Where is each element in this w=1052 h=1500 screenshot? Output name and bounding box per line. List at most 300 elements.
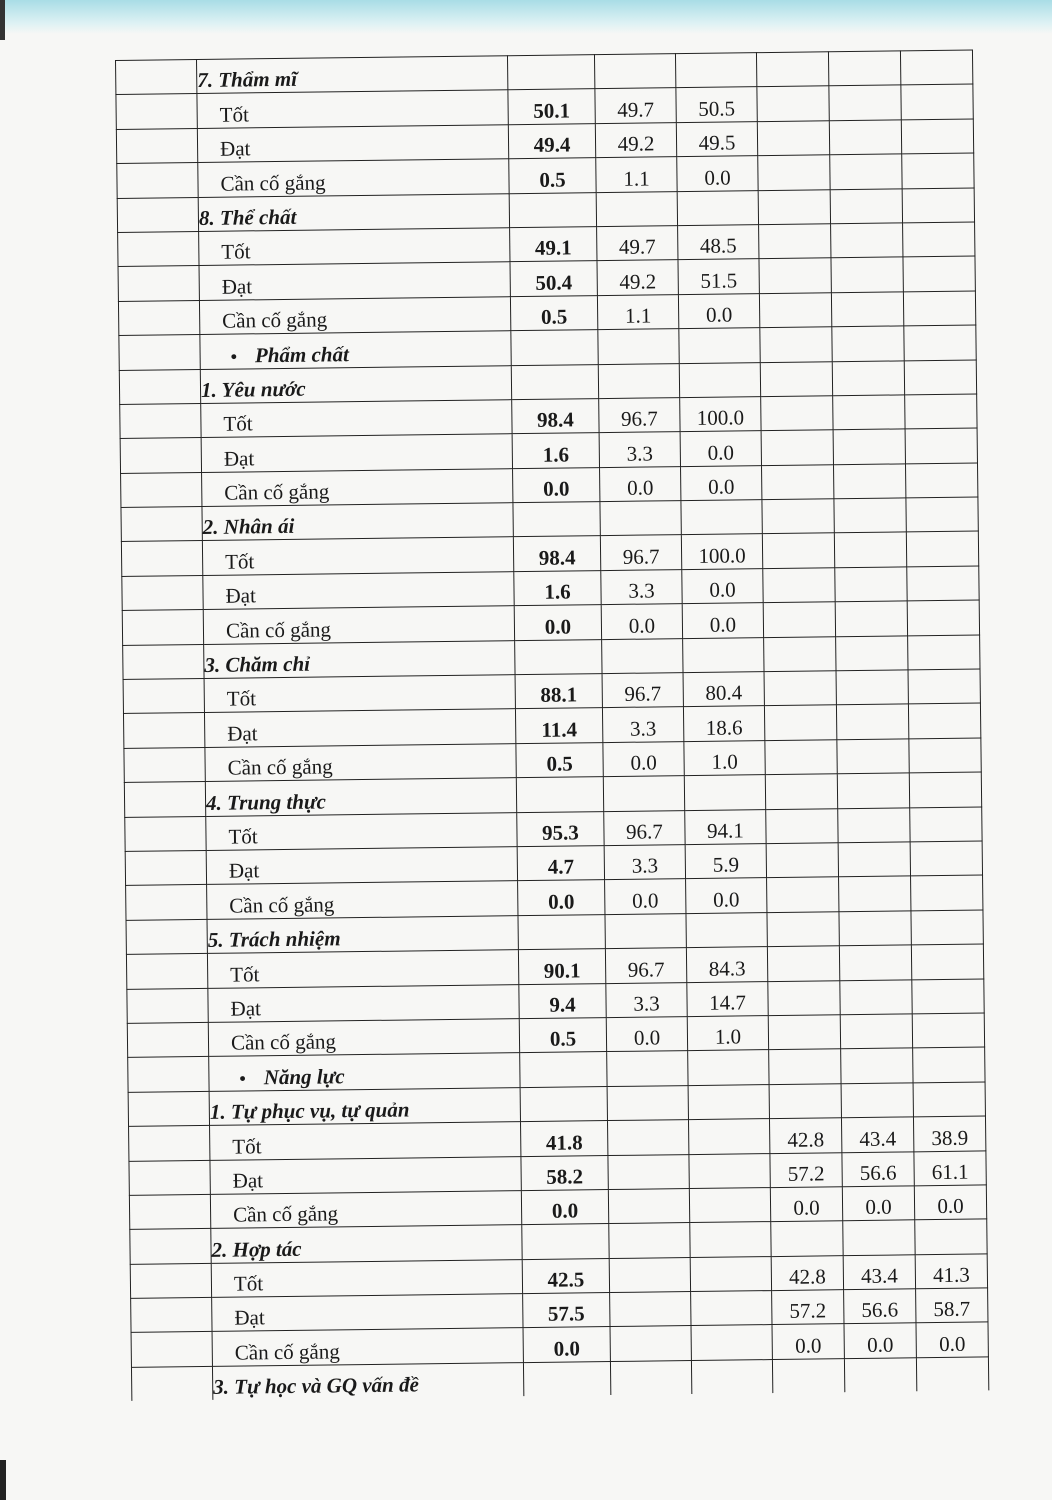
group-heading: • Năng lực [209,1064,344,1090]
row-label-cell [201,434,512,472]
value-cell [901,119,973,154]
row-label-cell [205,743,516,781]
section-title: 7. Thẩm mĩ [197,67,298,93]
margin-cell [117,163,198,198]
margin-cell [131,1297,212,1332]
value-cell [683,637,764,672]
row-label-cell [207,915,518,953]
row-label: Tốt [226,686,257,712]
value-cell: 49.2 [595,122,676,157]
value-cell [911,910,983,945]
value-cell [600,501,681,536]
margin-cell [124,782,205,817]
row-label-cell [205,778,516,816]
row-label-cell [202,468,513,506]
value-cell [594,54,675,89]
value-cell [908,703,980,738]
row-label-cell [202,503,513,541]
value-cell: 3.3 [606,982,687,1017]
margin-cell [121,472,202,507]
value-cell [916,1357,988,1392]
value-cell [610,1326,691,1361]
value-cell [762,533,834,568]
value-cell: 98.4 [512,399,599,434]
value-cell [610,1292,691,1327]
value-cell: 1.6 [514,570,601,605]
value-cell [689,1153,770,1188]
value-cell: 0.0 [686,878,767,913]
value-cell [907,600,979,635]
value-cell: 49.4 [508,123,595,158]
margin-cell [117,197,198,232]
value-cell [609,1257,690,1292]
value-cell [602,638,683,673]
value-cell [771,1221,843,1256]
row-label: Tốt [224,549,255,574]
value-cell [596,191,677,226]
value-cell: 0.5 [516,742,603,777]
row-label: Cần cố gắng [222,307,328,333]
value-cell: 0.0 [680,431,761,466]
section-title: 8. Thể chất [198,204,297,230]
value-cell: 49.7 [595,88,676,123]
value-cell [758,189,830,224]
margin-cell [125,816,206,851]
section-title: 1. Yêu nước [200,376,306,402]
section-title: 3. Tự học và GQ vấn đề [213,1372,419,1400]
value-cell [761,430,833,465]
value-cell: 14.7 [687,981,768,1016]
value-cell: 0.0 [600,466,681,501]
value-cell [843,1220,915,1255]
row-label-cell [206,812,517,850]
value-cell [834,532,906,567]
value-cell [767,946,839,981]
value-cell: 0.0 [605,879,686,914]
value-cell [838,842,910,877]
value-cell: 0.0 [844,1323,916,1358]
value-cell [690,1222,771,1257]
value-cell [915,1219,987,1254]
value-cell [758,155,830,190]
value-cell [677,190,758,225]
value-cell [912,1013,984,1048]
results-table [115,50,989,1402]
value-cell [911,944,983,979]
value-cell: 48.5 [678,225,759,260]
row-label-cell [200,331,511,369]
value-cell [831,292,903,327]
value-cell: 96.7 [600,535,681,570]
margin-cell [120,403,201,438]
margin-cell [131,1366,212,1401]
row-label: Cần cố gắng [229,892,335,918]
row-label: Cần cố gắng [234,1339,340,1365]
value-cell [906,531,978,566]
margin-cell [116,60,197,95]
value-cell: 3.3 [604,845,685,880]
section-title: 5. Trách nhiệm [207,926,341,953]
value-cell: 0.0 [523,1327,610,1362]
row-label: Tốt [228,824,258,849]
margin-cell [126,954,207,989]
row-label-cell [210,1156,521,1194]
value-cell [764,636,836,671]
section-title: 1. Tự phục vụ, tự quản [209,1097,410,1125]
row-label-cell [211,1259,522,1297]
margin-cell [124,747,205,782]
value-cell: 0.0 [772,1324,844,1359]
value-cell: 0.5 [510,295,597,330]
value-cell: 98.4 [513,536,600,571]
scan-edge-mark [0,0,5,40]
value-cell [837,739,909,774]
value-cell [910,807,982,842]
value-cell: 0.0 [682,568,763,603]
value-cell [511,330,598,365]
value-cell: 96.7 [602,673,683,708]
value-cell [518,914,605,949]
value-cell [684,775,765,810]
value-cell [911,875,983,910]
margin-cell [122,610,203,645]
value-cell: 51.5 [678,259,759,294]
value-cell [913,1082,985,1117]
value-cell: 0.0 [601,604,682,639]
value-cell [509,192,596,227]
value-cell [757,121,829,156]
value-cell: 41.8 [521,1121,608,1156]
value-cell: 88.1 [515,674,602,709]
row-label: Đạt [219,136,251,161]
value-cell [767,911,839,946]
value-cell [675,53,756,88]
row-label: Tốt [233,1271,264,1296]
value-cell [507,55,594,90]
value-cell [768,1015,840,1050]
value-cell [761,396,833,431]
value-cell [839,945,911,980]
row-label: Tốt [221,239,251,265]
value-cell [833,395,905,430]
value-cell: 56.6 [844,1289,916,1324]
value-cell: 49.7 [597,226,678,261]
value-cell [691,1359,772,1394]
value-cell [605,913,686,948]
value-cell: 42.8 [769,1118,841,1153]
value-cell [910,841,982,876]
row-label-cell [207,881,518,919]
value-cell [844,1358,916,1393]
row-label-cell [199,228,510,266]
value-cell [833,464,905,499]
value-cell [681,500,762,535]
margin-cell [116,94,197,129]
value-cell [840,1014,912,1049]
row-label-cell [208,1019,519,1057]
value-cell [765,774,837,809]
value-cell [757,86,829,121]
value-cell [909,772,981,807]
margin-cell [123,644,204,679]
value-cell [679,362,760,397]
value-cell [841,1048,913,1083]
row-label-cell [203,572,514,610]
value-cell: 43.4 [843,1254,915,1289]
margin-cell [118,266,199,301]
value-cell: 0.0 [521,1189,608,1224]
value-cell [908,669,980,704]
value-cell [767,877,839,912]
value-cell: 56.6 [842,1151,914,1186]
value-cell [900,50,972,85]
value-cell [513,502,600,537]
value-cell: 0.0 [518,880,605,915]
value-cell [908,635,980,670]
value-cell: 1.0 [687,1016,768,1051]
value-cell [764,705,836,740]
value-cell [759,258,831,293]
value-cell [834,498,906,533]
value-cell: 1.0 [684,740,765,775]
value-cell [905,463,977,498]
value-cell [688,1084,769,1119]
value-cell [906,497,978,532]
value-cell [837,773,909,808]
row-label: Cần cố gắng [220,170,326,196]
margin-cell [130,1229,211,1264]
margin-cell [128,1091,209,1126]
margin-cell [122,575,203,610]
row-label-cell [201,400,512,438]
value-cell [830,188,902,223]
value-cell [832,360,904,395]
value-cell [836,670,908,705]
value-cell: 0.0 [770,1187,842,1222]
value-cell: 57.2 [770,1152,842,1187]
value-cell [760,361,832,396]
row-label-cell [198,193,509,231]
margin-cell [127,988,208,1023]
value-cell: 18.6 [683,706,764,741]
margin-cell [129,1160,210,1195]
row-label-cell [209,1053,520,1091]
value-cell: 4.7 [517,846,604,881]
value-cell: 0.5 [519,1018,606,1053]
value-cell [836,704,908,739]
margin-cell [119,335,200,370]
value-cell [689,1187,770,1222]
margin-cell [125,850,206,885]
value-cell: 43.4 [841,1117,913,1152]
value-cell: 100.0 [681,534,762,569]
value-cell [759,292,831,327]
value-cell [766,808,838,843]
row-label-cell [212,1328,523,1366]
row-label: Đạt [232,1168,264,1193]
value-cell: 0.0 [677,156,758,191]
margin-cell [130,1263,211,1298]
row-label-cell [199,262,510,300]
row-label-cell [210,1191,521,1229]
margin-cell [120,438,201,473]
row-label-cell [202,537,513,575]
value-cell: 61.1 [914,1150,986,1185]
value-cell: 42.8 [771,1255,843,1290]
value-cell: 0.0 [606,1017,687,1052]
value-cell [610,1360,691,1395]
value-cell: 1.6 [512,433,599,468]
value-cell [765,740,837,775]
value-cell: 80.4 [683,672,764,707]
value-cell [522,1224,609,1259]
value-cell [903,222,975,257]
value-cell [904,360,976,395]
value-cell [598,363,679,398]
group-heading: • Phẩm chất [200,342,349,368]
value-cell: 96.7 [604,810,685,845]
value-cell [762,499,834,534]
value-cell [905,394,977,429]
row-label-cell [212,1362,523,1400]
value-cell [831,257,903,292]
margin-cell [121,541,202,576]
value-cell [836,636,908,671]
value-cell: 96.7 [605,948,686,983]
row-label: Cần cố gắng [225,617,332,643]
margin-cell [116,128,197,163]
value-cell: 3.3 [602,707,683,742]
value-cell [759,224,831,259]
value-cell [909,738,981,773]
value-cell [772,1359,844,1394]
value-cell [913,1047,985,1082]
value-cell [607,1120,688,1155]
value-cell [903,256,975,291]
row-label-cell [210,1122,521,1160]
value-cell [690,1256,771,1291]
margin-cell [118,231,199,266]
row-label: Đạt [234,1305,265,1331]
margin-cell [127,1022,208,1057]
value-cell [523,1361,610,1396]
value-cell: 3.3 [601,569,682,604]
margin-cell [123,678,204,713]
value-cell: 94.1 [685,809,766,844]
value-cell: 3.3 [599,432,680,467]
value-cell [835,567,907,602]
value-cell [762,464,834,499]
value-cell [691,1325,772,1360]
value-cell [904,325,976,360]
value-cell [839,911,911,946]
value-cell: 58.7 [916,1288,988,1323]
row-label: Đạt [225,583,257,608]
row-label: Tốt [232,1133,262,1159]
margin-cell [126,885,207,920]
value-cell: 0.0 [514,605,601,640]
value-cell [912,979,984,1014]
row-label: Đạt [227,721,258,746]
row-label-cell [204,709,515,747]
value-cell: 84.3 [686,947,767,982]
row-label-cell [200,365,511,403]
value-cell [763,568,835,603]
margin-cell [131,1332,212,1367]
row-label: Tốt [230,961,260,987]
row-label: Cần cố gắng [230,1029,337,1055]
row-label-cell [203,606,514,644]
value-cell [831,223,903,258]
row-label-cell [198,159,509,197]
value-cell [688,1050,769,1085]
margin-cell [118,300,199,335]
value-cell: 96.7 [599,398,680,433]
results-table-body [116,50,989,1401]
value-cell [830,154,902,189]
value-cell [598,329,679,364]
value-cell: 0.0 [914,1185,986,1220]
value-cell [907,566,979,601]
value-cell: 11.4 [515,708,602,743]
value-cell: 100.0 [680,397,761,432]
value-cell: 50.1 [508,89,595,124]
value-cell: 57.2 [772,1290,844,1325]
row-label: Tốt [223,411,253,436]
value-cell: 50.4 [510,261,597,296]
value-cell [609,1223,690,1258]
value-cell: 5.9 [685,844,766,879]
row-label: Cần cố gắng [224,479,330,505]
value-cell: 0.0 [678,293,759,328]
value-cell [691,1291,772,1326]
value-cell: 1.1 [596,157,677,192]
value-cell [688,1119,769,1154]
scan-edge-top [0,0,1052,34]
row-label: Đạt [221,274,253,299]
scan-edge-mark [0,1460,6,1500]
row-label-cell [197,124,508,162]
value-cell: 90.1 [518,949,605,984]
value-cell: 38.9 [913,1116,985,1151]
value-cell [603,776,684,811]
value-cell: 49.1 [510,227,597,262]
row-label: Tốt [219,102,249,127]
value-cell [903,291,975,326]
row-label-cell [206,847,517,885]
row-label-cell [209,1087,520,1125]
value-cell: 41.3 [915,1254,987,1289]
value-cell [515,639,602,674]
margin-cell [126,919,207,954]
value-cell: 0.0 [916,1322,988,1357]
value-cell [768,980,840,1015]
value-cell: 1.1 [597,294,678,329]
value-cell [769,1083,841,1118]
value-cell: 0.0 [842,1186,914,1221]
value-cell [840,979,912,1014]
margin-cell [129,1194,210,1229]
value-cell [835,601,907,636]
margin-cell [123,713,204,748]
value-cell [902,188,974,223]
value-cell [905,428,977,463]
value-cell [839,876,911,911]
row-label-cell [197,90,508,128]
row-label: Đạt [223,446,255,471]
value-cell: 49.2 [597,260,678,295]
row-label: Đạt [230,996,262,1021]
